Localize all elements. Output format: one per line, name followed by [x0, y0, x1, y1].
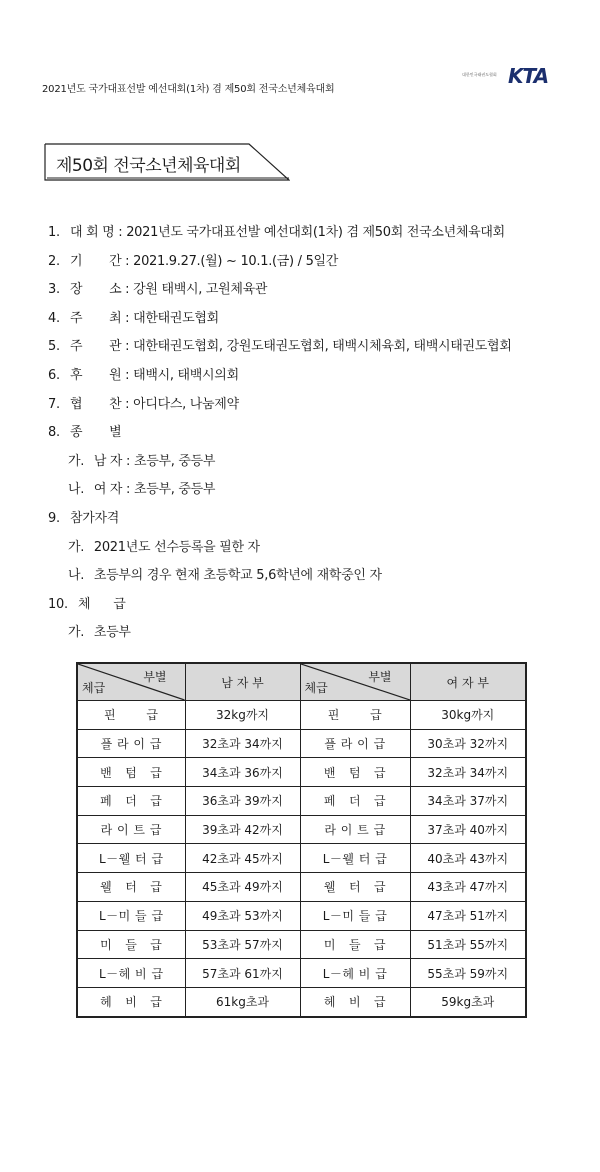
- male-range-cell: 42초과 45까지: [185, 844, 300, 873]
- male-range-cell: 45초과 49까지: [185, 873, 300, 902]
- female-range-cell: 34초과 37까지: [410, 787, 526, 816]
- table-row: [77, 758, 526, 787]
- female-header: 여 자 부: [410, 663, 526, 701]
- logo-text: KTA: [508, 64, 549, 88]
- table-row: [77, 959, 526, 988]
- list-item: 10. 체 급: [48, 596, 126, 612]
- weight-class-cell: 핀 급: [77, 701, 185, 730]
- female-range-cell: 55초과 59까지: [410, 959, 526, 988]
- weight-class-cell: 라 이 트 급: [300, 815, 410, 844]
- document-header: 2021년도 국가대표선발 예선대회(1차) 겸 제50회 전국소년체육대회: [42, 84, 335, 95]
- weight-class-cell: 핀 급: [300, 701, 410, 730]
- male-range-cell: 61kg초과: [185, 987, 300, 1016]
- female-range-cell: 30초과 32까지: [410, 729, 526, 758]
- list-item: 가. 남 자 : 초등부, 중등부: [68, 453, 216, 469]
- table-row: [77, 729, 526, 758]
- list-item: 4. 주 최 : 대한태권도협회: [48, 310, 219, 326]
- weight-class-cell: 밴 텀 급: [77, 758, 185, 787]
- list-item: 9. 참가자격: [48, 510, 120, 526]
- female-range-cell: 59kg초과: [410, 987, 526, 1016]
- table-row: [77, 901, 526, 930]
- info-list: [48, 221, 512, 650]
- list-item: 1. 대 회 명 : 2021년도 국가대표선발 예선대회(1차) 겸 제50회 전국소년체육대회: [48, 225, 505, 240]
- list-item: 5. 주 관 : 대한태권도협회, 강원도태권도협회, 태백시체육회, 태백시태권도협회: [48, 339, 512, 355]
- table-row: [77, 787, 526, 816]
- weight-class-cell: 페 더 급: [77, 787, 185, 816]
- weight-class-cell: 페 더 급: [300, 787, 410, 816]
- table-row: [77, 987, 526, 1016]
- weight-class-cell: 헤 비 급: [77, 987, 185, 1016]
- weight-class-cell: L－웰 터 급: [300, 844, 410, 873]
- weight-class-table: [76, 662, 527, 1018]
- female-range-cell: 47초과 51까지: [410, 901, 526, 930]
- diagonal-header-cell: 부별 체급: [77, 663, 185, 701]
- table-row: [77, 873, 526, 902]
- list-item: 2. 기 간 : 2021.9.27.(월) ~ 10.1.(금) / 5일간: [48, 253, 339, 269]
- table-row: [77, 930, 526, 959]
- weight-class-cell: 미 들 급: [300, 930, 410, 959]
- female-range-cell: 51초과 55까지: [410, 930, 526, 959]
- table-row: [77, 844, 526, 873]
- weight-class-cell: 웰 터 급: [77, 873, 185, 902]
- weight-class-cell: 플 라 이 급: [300, 729, 410, 758]
- male-range-cell: 34초과 36까지: [185, 758, 300, 787]
- male-range-cell: 39초과 42까지: [185, 815, 300, 844]
- female-range-cell: 40초과 43까지: [410, 844, 526, 873]
- logo-caption: 대한민국태권도협회: [462, 72, 497, 77]
- male-range-cell: 49초과 53까지: [185, 901, 300, 930]
- weight-class-cell: 웰 터 급: [300, 873, 410, 902]
- list-item: 가. 2021년도 선수등록을 필한 자: [68, 539, 260, 555]
- weight-class-cell: L－웰 터 급: [77, 844, 185, 873]
- female-range-cell: 32초과 34까지: [410, 758, 526, 787]
- weight-class-cell: 미 들 급: [77, 930, 185, 959]
- weight-class-cell: L－미 들 급: [300, 901, 410, 930]
- weight-class-cell: 플 라 이 급: [77, 729, 185, 758]
- male-range-cell: 36초과 39까지: [185, 787, 300, 816]
- male-header: 남 자 부: [185, 663, 300, 701]
- table-row: [77, 701, 526, 730]
- diagonal-header-cell: 부별 체급: [300, 663, 410, 701]
- male-range-cell: 57초과 61까지: [185, 959, 300, 988]
- female-range-cell: 30kg까지: [410, 701, 526, 730]
- list-item: 3. 장 소 : 강원 태백시, 고원체육관: [48, 282, 268, 298]
- weight-class-cell: 밴 텀 급: [300, 758, 410, 787]
- table-row: [77, 815, 526, 844]
- male-range-cell: 32초과 34까지: [185, 729, 300, 758]
- list-item: 나. 초등부의 경우 현재 초등학교 5,6학년에 재학중인 자: [68, 568, 382, 584]
- female-range-cell: 37초과 40까지: [410, 815, 526, 844]
- weight-class-cell: L－헤 비 급: [300, 959, 410, 988]
- kta-logo: [462, 62, 552, 92]
- list-item: 나. 여 자 : 초등부, 중등부: [68, 482, 216, 498]
- male-range-cell: 53초과 57까지: [185, 930, 300, 959]
- weight-class-cell: L－헤 비 급: [77, 959, 185, 988]
- title-box: [44, 143, 290, 181]
- list-item: 6. 후 원 : 태백시, 태백시의회: [48, 367, 239, 383]
- weight-class-cell: 헤 비 급: [300, 987, 410, 1016]
- list-item: 8. 종 별: [48, 425, 122, 441]
- female-range-cell: 43초과 47까지: [410, 873, 526, 902]
- list-item: 가. 초등부: [68, 625, 131, 641]
- list-item: 7. 협 찬 : 아디다스, 나눔제약: [48, 396, 239, 412]
- male-range-cell: 32kg까지: [185, 701, 300, 730]
- weight-class-cell: 라 이 트 급: [77, 815, 185, 844]
- table-header-row: [77, 663, 526, 701]
- weight-class-cell: L－미 들 급: [77, 901, 185, 930]
- page-title: 제50회 전국소년체육대회: [56, 156, 241, 176]
